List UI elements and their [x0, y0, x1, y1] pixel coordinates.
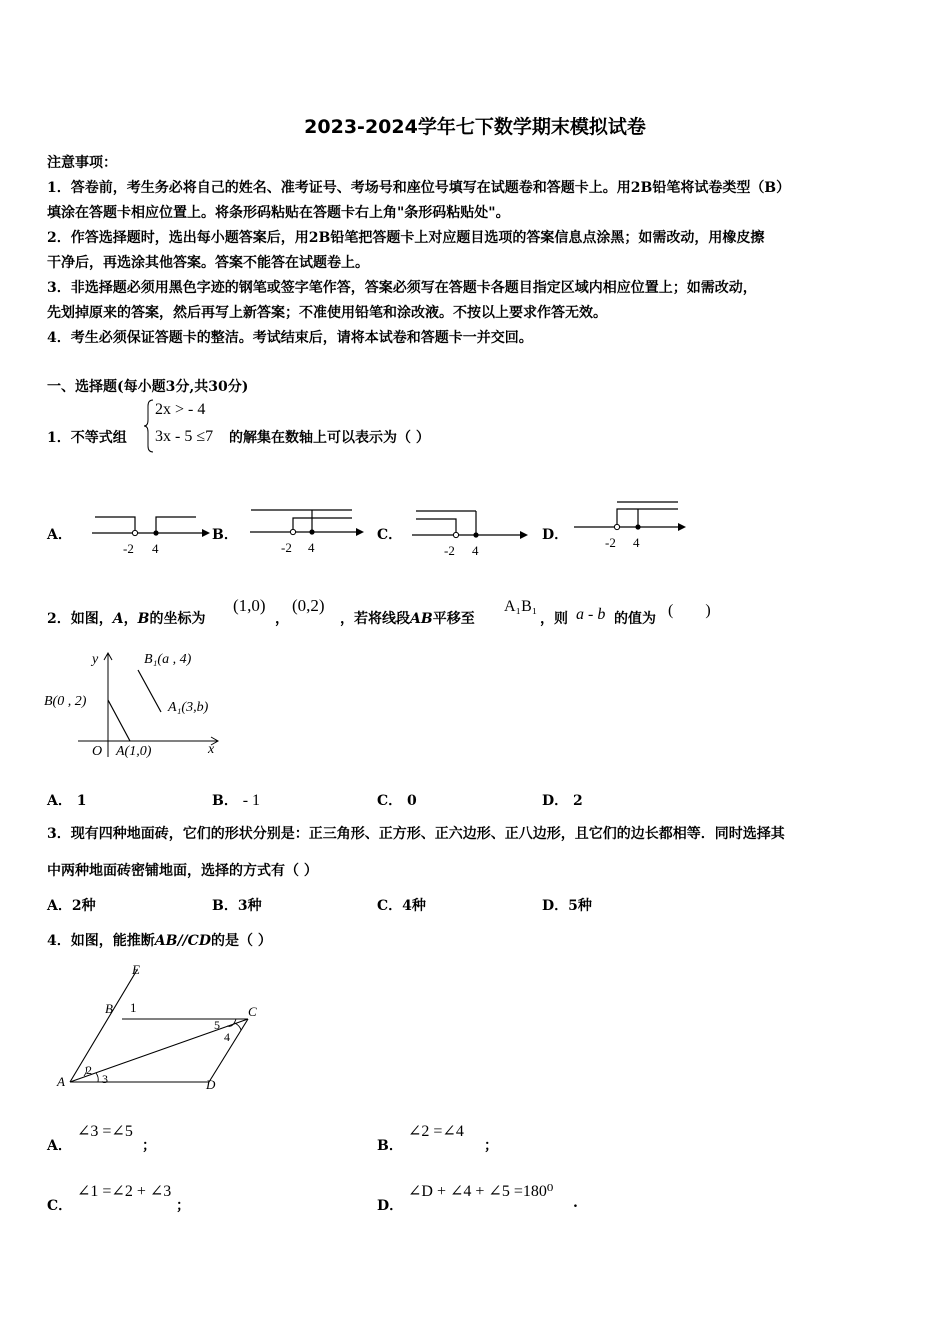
point-a1-label: A₁(3,b)	[168, 700, 209, 715]
q4-option-d-value[interactable]: ∠D + ∠4 + ∠5 =180⁰	[408, 1183, 554, 1200]
point-a-label: A(1,0)	[116, 744, 152, 759]
q3-option-c[interactable]: C．4种	[377, 898, 426, 914]
tick-label: -2	[281, 540, 292, 555]
point-b-label: B(0 , 2)	[44, 694, 87, 709]
q4-prefix: 4．如图，能推断	[47, 933, 155, 949]
q1-number-line-b	[248, 500, 368, 560]
tick-label: -2	[123, 541, 134, 556]
notice-line: 2．作答选择题时，选出每小题答案后，用2B铅笔把答题卡上对应题目选项的答案信息点涂黑；如需改动，用橡皮擦	[47, 230, 765, 246]
notice-line: 干净后，再选涂其他答案。答案不能答在试题卷上。	[47, 255, 369, 271]
q2-option-d[interactable]: D． 2	[542, 793, 583, 809]
q4-option-b-value[interactable]: ∠2 =∠4	[408, 1123, 464, 1140]
tick-label: 4	[308, 540, 315, 555]
q4-option-c-label[interactable]: C．	[47, 1198, 73, 1214]
q2-stem	[47, 608, 205, 628]
q2-text-4: ，则	[540, 611, 568, 627]
section-heading: 一、选择题(每小题3分,共30分)	[47, 379, 249, 395]
q1-number-line-d	[572, 497, 692, 557]
tick-label: -2	[605, 535, 616, 550]
q2-prefix: 2．如图，	[47, 611, 113, 627]
q3-option-a[interactable]: A．2种	[47, 898, 96, 914]
q1-inequality-2: 3x - 5 ≤7	[155, 428, 214, 445]
q3-line-2: 中两种地面砖密铺地面，选择的方式有（ ）	[47, 863, 318, 879]
notice-line: 3．非选择题必须用黑色字迹的钢笔或签字笔作答，答案必须写在答题卡各题目指定区域内相应位置上；如需改动，	[47, 280, 757, 296]
tick-label: -2	[444, 543, 455, 558]
q4-suffix: 的是（ ）	[210, 933, 272, 949]
q2-stem-2	[340, 608, 475, 628]
q2-segment: AB	[410, 611, 433, 627]
q1-number-line-c	[410, 505, 535, 561]
notice-line: 先划掉原来的答案，然后再写上新答案；不准使用铅笔和涂改液。不按以上要求作答无效。	[47, 305, 607, 321]
q3-option-d[interactable]: D．5种	[542, 898, 592, 914]
notice-line: 1．答卷前，考生务必将自己的姓名、准考证号、考场号和座位号填写在试题卷和答题卡上。用2B铅笔将试卷类型（B）	[47, 180, 791, 196]
point-b1-label: B₁(a , 4)	[144, 652, 192, 667]
brace-icon	[143, 398, 155, 454]
label-e: E	[132, 962, 140, 977]
x-axis-label: x	[208, 742, 215, 757]
q1-suffix: 的解集在数轴上可以表示为（ ）	[229, 430, 430, 446]
label-1: 1	[130, 1000, 137, 1015]
q2-sep: ，	[123, 611, 138, 627]
q4-option-d-label[interactable]: D．	[377, 1198, 404, 1214]
q4-option-a-label[interactable]: A．	[47, 1138, 72, 1154]
label-b: B	[105, 1001, 113, 1016]
q4-expression: AB//CD	[154, 933, 211, 949]
q1-option-a-label[interactable]: A．	[47, 527, 72, 543]
q1-number-line-a	[90, 505, 210, 561]
y-axis-label: y	[92, 652, 99, 667]
tick-label: 4	[633, 535, 640, 550]
q4-option-c-end: ；	[176, 1198, 190, 1214]
q2-segment-a1b1: A₁B₁	[504, 598, 538, 615]
q4-option-c-value[interactable]: ∠1 =∠2 + ∠3	[77, 1183, 172, 1200]
q2-text-3: 平移至	[432, 611, 475, 627]
q3-line-1: 3．现有四种地面砖，它们的形状分别是：正三角形、正方形、正六边形、正八边形，且它们的边长都相等．同时选择其	[47, 826, 785, 842]
q2-coordinate-figure	[42, 645, 232, 765]
q2-option-a[interactable]: A． 1	[47, 793, 87, 809]
page-title: 2023-2024学年七下数学期末模拟试卷	[304, 116, 646, 138]
q2-text-2: ，若将线段	[340, 611, 410, 627]
q1-option-b-label[interactable]: B．	[212, 527, 238, 543]
q1-option-c-label[interactable]: C．	[377, 527, 403, 543]
label-d: D	[206, 1077, 216, 1092]
q2-comma: ，	[275, 611, 289, 627]
notice-heading: 注意事项：	[47, 155, 117, 171]
origin-label: O	[92, 744, 103, 759]
q4-option-a-value[interactable]: ∠3 =∠5	[77, 1123, 133, 1140]
q1-prefix: 1．不等式组	[47, 430, 127, 446]
q2-answer-paren: ( )	[668, 602, 711, 619]
label-a: A	[57, 1074, 65, 1089]
tick-label: 4	[152, 541, 159, 556]
q4-stem	[47, 930, 272, 950]
label-c: C	[248, 1004, 257, 1019]
q4-parallelogram-figure	[52, 960, 267, 1095]
q2-coord-2: (0,2)	[292, 596, 325, 615]
label-4: 4	[224, 1030, 230, 1044]
q4-option-b-label[interactable]: B．	[377, 1138, 403, 1154]
q3-option-b[interactable]: B．3种	[212, 898, 262, 914]
q2-point-a: A	[112, 611, 124, 627]
q4-option-d-end: .	[573, 1195, 578, 1211]
q2-text-5: 的值为	[614, 611, 656, 627]
tick-label: 4	[472, 543, 479, 558]
label-3: 3	[102, 1072, 108, 1086]
notice-line: 填涂在答题卡相应位置上。将条形码粘贴在答题卡右上角"条形码粘贴处"。	[47, 205, 510, 221]
q2-mid: 的坐标为	[149, 611, 206, 627]
q1-inequality-1: 2x > - 4	[155, 401, 206, 418]
q1-option-d-label[interactable]: D．	[542, 527, 569, 543]
q2-option-c[interactable]: C． 0	[377, 793, 417, 809]
q2-option-b[interactable]: B． - 1	[212, 792, 261, 809]
q4-option-a-end: ；	[142, 1138, 156, 1154]
label-2: 2	[86, 1063, 92, 1077]
notice-line: 4．考生必须保证答题卡的整洁。考试结束后，请将本试卷和答题卡一并交回。	[47, 330, 533, 346]
q2-expression: a - b	[576, 606, 606, 623]
q4-option-b-end: ；	[484, 1138, 498, 1154]
q2-coord-1: (1,0)	[233, 596, 266, 615]
label-5: 5	[214, 1018, 220, 1032]
q2-point-b: B	[137, 611, 150, 627]
